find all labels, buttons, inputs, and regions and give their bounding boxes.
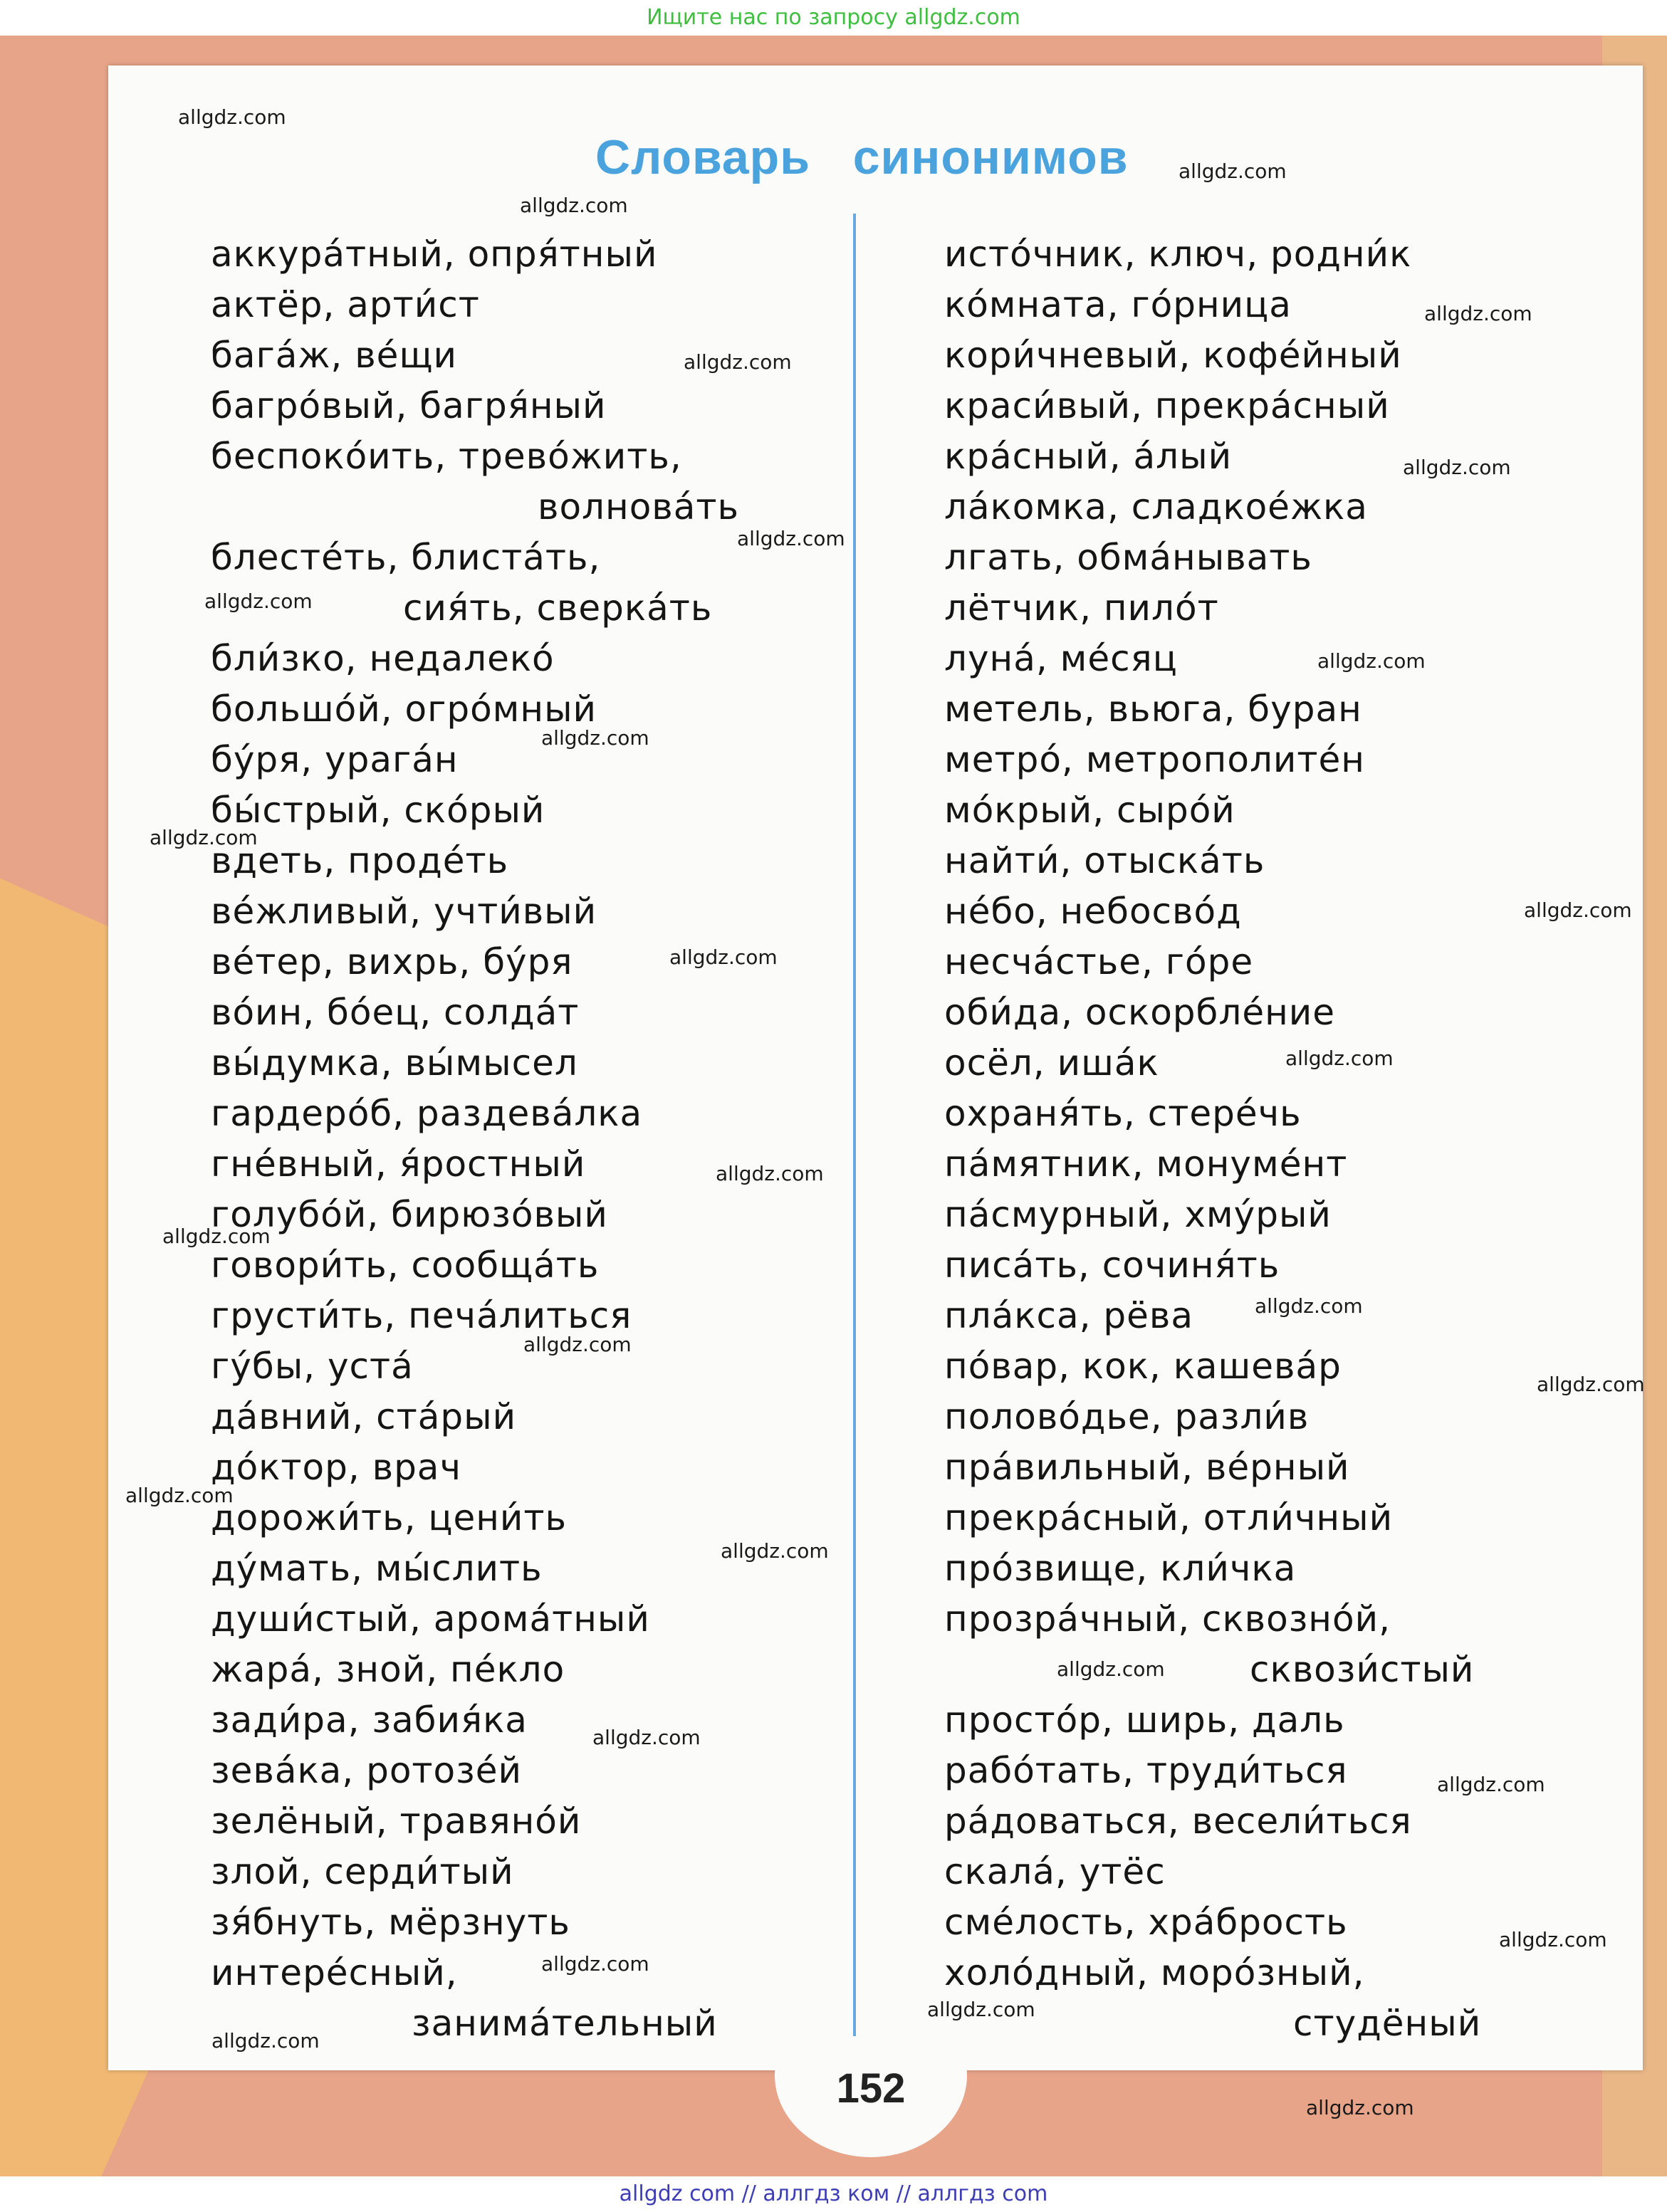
- synonym-entry: ра́доваться, весели́ться: [944, 1800, 1412, 1842]
- bottom-banner: [0, 2176, 1667, 2212]
- synonym-entry: луна́, ме́сяц: [944, 638, 1178, 679]
- synonym-entry: рабо́тать, труди́ться: [944, 1750, 1348, 1791]
- watermark: allgdz.com: [1057, 1657, 1165, 1681]
- synonym-entry: лгать, обма́нывать: [944, 537, 1312, 578]
- synonym-entry: не́бо, небосво́д: [944, 891, 1242, 932]
- synonym-entry: па́мятник, монуме́нт: [944, 1143, 1348, 1185]
- synonym-entry: ве́тер, вихрь, бу́ря: [211, 941, 573, 982]
- synonym-entry: пла́кса, рёва: [944, 1295, 1194, 1336]
- watermark: allgdz.com: [684, 350, 792, 374]
- watermark: allgdz.com: [1306, 2096, 1414, 2119]
- watermark: allgdz.com: [1403, 456, 1511, 479]
- watermark: allgdz.com: [1424, 302, 1532, 325]
- top-banner-text: Ищите нас по запросу allgdz.com: [647, 5, 1020, 30]
- synonym-entry-continuation: волнова́ть: [538, 486, 739, 528]
- synonym-entry: писа́ть, сочиня́ть: [944, 1244, 1280, 1286]
- synonym-entry: исто́чник, ключ, родни́к: [944, 234, 1412, 275]
- watermark: allgdz.com: [150, 826, 258, 849]
- synonym-entry: говори́ть, сообща́ть: [211, 1244, 600, 1286]
- synonym-entry-continuation: сквози́стый: [1250, 1649, 1475, 1690]
- synonym-entry: зади́ра, забия́ка: [211, 1699, 528, 1741]
- synonym-entry: холо́дный, моро́зный,: [944, 1952, 1365, 1993]
- synonym-entry: найти́, отыска́ть: [944, 840, 1265, 881]
- synonym-entry: ла́комка, сладкое́жка: [944, 486, 1368, 528]
- synonym-entry: метель, вьюга, буран: [944, 688, 1362, 730]
- synonym-entry: кра́сный, а́лый: [944, 436, 1233, 477]
- watermark: allgdz.com: [541, 726, 649, 750]
- synonym-entry: злой, серди́тый: [211, 1851, 514, 1892]
- synonym-entry: прекра́сный, отли́чный: [944, 1497, 1394, 1539]
- synonym-entry: прозра́чный, сквозно́й,: [944, 1598, 1391, 1640]
- synonym-entry: охраня́ть, стере́чь: [944, 1093, 1302, 1134]
- synonym-entry: аккура́тный, опря́тный: [211, 234, 658, 275]
- watermark: allgdz.com: [737, 527, 845, 550]
- synonym-entry: кори́чневый, кофе́йный: [944, 335, 1402, 376]
- watermark: allgdz.com: [1317, 649, 1426, 673]
- synonym-entry-continuation: студёный: [1293, 2003, 1482, 2044]
- synonym-entry-continuation: сия́ть, сверка́ть: [403, 587, 713, 629]
- synonym-entry: по́вар, кок, кашева́р: [944, 1346, 1342, 1387]
- synonym-entry: гардеро́б, раздева́лка: [211, 1093, 643, 1134]
- synonym-entry: скала́, утёс: [944, 1851, 1166, 1892]
- synonym-entry: метро́, метрополите́н: [944, 739, 1365, 780]
- synonym-entry: па́смурный, хму́рый: [944, 1194, 1332, 1235]
- watermark: allgdz.com: [1255, 1294, 1363, 1318]
- synonym-entry: просто́р, ширь, даль: [944, 1699, 1345, 1741]
- watermark: allgdz.com: [1499, 1928, 1607, 1951]
- synonym-entry: большо́й, огро́мный: [211, 688, 597, 730]
- bottom-banner-text: allgdz com // аллгдз ком // аллгдз com: [619, 2181, 1048, 2206]
- synonym-entry: актёр, арти́ст: [211, 284, 480, 325]
- synonym-entry: осёл, иша́к: [944, 1042, 1159, 1084]
- watermark: allgdz.com: [125, 1484, 234, 1507]
- page-title: Словарь синонимов: [595, 130, 1129, 184]
- watermark: allgdz.com: [162, 1225, 271, 1248]
- synonym-entry: беспоко́ить, трево́жить,: [211, 436, 682, 477]
- watermark: allgdz.com: [204, 589, 313, 613]
- synonym-entry: полово́дье, разли́в: [944, 1396, 1310, 1437]
- synonym-entry: до́ктор, врач: [211, 1447, 461, 1488]
- synonym-entry: бу́ря, урага́н: [211, 739, 459, 780]
- synonym-entry: во́ин, бо́ец, солда́т: [211, 992, 580, 1033]
- watermark: allgdz.com: [1179, 159, 1287, 183]
- synonym-entry: багро́вый, багря́ный: [211, 385, 607, 426]
- watermark: allgdz.com: [1524, 898, 1632, 922]
- synonym-entry-continuation: занима́тельный: [412, 2003, 718, 2044]
- synonym-entry: про́звище, кли́чка: [944, 1548, 1297, 1589]
- watermark: allgdz.com: [927, 1998, 1035, 2021]
- synonym-entry: сме́лость, хра́брость: [944, 1902, 1348, 1943]
- synonym-entry: грусти́ть, печа́литься: [211, 1295, 632, 1336]
- synonym-entry: бага́ж, ве́щи: [211, 335, 458, 376]
- synonym-entry: бы́стрый, ско́рый: [211, 790, 545, 831]
- synonym-entry: зева́ка, ротозе́й: [211, 1750, 522, 1791]
- synonym-entry: интере́сный,: [211, 1952, 458, 1993]
- synonym-entry: зя́бнуть, мёрзнуть: [211, 1902, 570, 1943]
- watermark: allgdz.com: [716, 1162, 824, 1185]
- synonym-entry: ду́мать, мы́слить: [211, 1548, 543, 1589]
- top-banner: [0, 0, 1667, 36]
- synonym-entry: вдеть, проде́ть: [211, 840, 509, 881]
- synonym-entry: вы́думка, вы́мысел: [211, 1042, 578, 1084]
- synonym-entry: лётчик, пило́т: [944, 587, 1219, 629]
- watermark: allgdz.com: [211, 2029, 320, 2053]
- watermark: allgdz.com: [592, 1726, 701, 1749]
- synonym-entry: гне́вный, я́ростный: [211, 1143, 586, 1185]
- watermark: allgdz.com: [541, 1952, 649, 1976]
- synonym-entry: жара́, зной, пе́кло: [211, 1649, 565, 1690]
- page-number: 152: [836, 2065, 906, 2112]
- watermark: allgdz.com: [721, 1539, 829, 1563]
- synonym-entry: зелёный, травяно́й: [211, 1800, 582, 1842]
- synonym-entry: несча́стье, го́ре: [944, 941, 1254, 982]
- watermark: allgdz.com: [523, 1333, 632, 1356]
- synonym-entry: дорожи́ть, цени́ть: [211, 1497, 567, 1539]
- watermark: allgdz.com: [178, 105, 286, 129]
- watermark: allgdz.com: [669, 945, 778, 969]
- column-divider: [853, 214, 856, 2036]
- watermark: allgdz.com: [1285, 1047, 1394, 1070]
- synonym-entry: оби́да, оскорбле́ние: [944, 992, 1336, 1033]
- synonym-entry: мо́крый, сыро́й: [944, 790, 1235, 831]
- synonym-entry: голубо́й, бирюзо́вый: [211, 1194, 608, 1235]
- synonym-entry: бли́зко, недалеко́: [211, 638, 555, 679]
- synonym-entry: души́стый, арома́тный: [211, 1598, 650, 1640]
- synonym-entry: краси́вый, прекра́сный: [944, 385, 1390, 426]
- synonym-entry: гу́бы, уста́: [211, 1346, 414, 1387]
- synonym-entry: пра́вильный, ве́рный: [944, 1447, 1350, 1488]
- synonym-entry: блесте́ть, блиста́ть,: [211, 537, 601, 578]
- synonym-entry: ко́мната, го́рница: [944, 284, 1292, 325]
- watermark: allgdz.com: [520, 194, 628, 217]
- watermark: allgdz.com: [1537, 1373, 1645, 1396]
- synonym-entry: да́вний, ста́рый: [211, 1396, 517, 1437]
- synonym-entry: ве́жливый, учти́вый: [211, 891, 597, 932]
- watermark: allgdz.com: [1437, 1773, 1545, 1796]
